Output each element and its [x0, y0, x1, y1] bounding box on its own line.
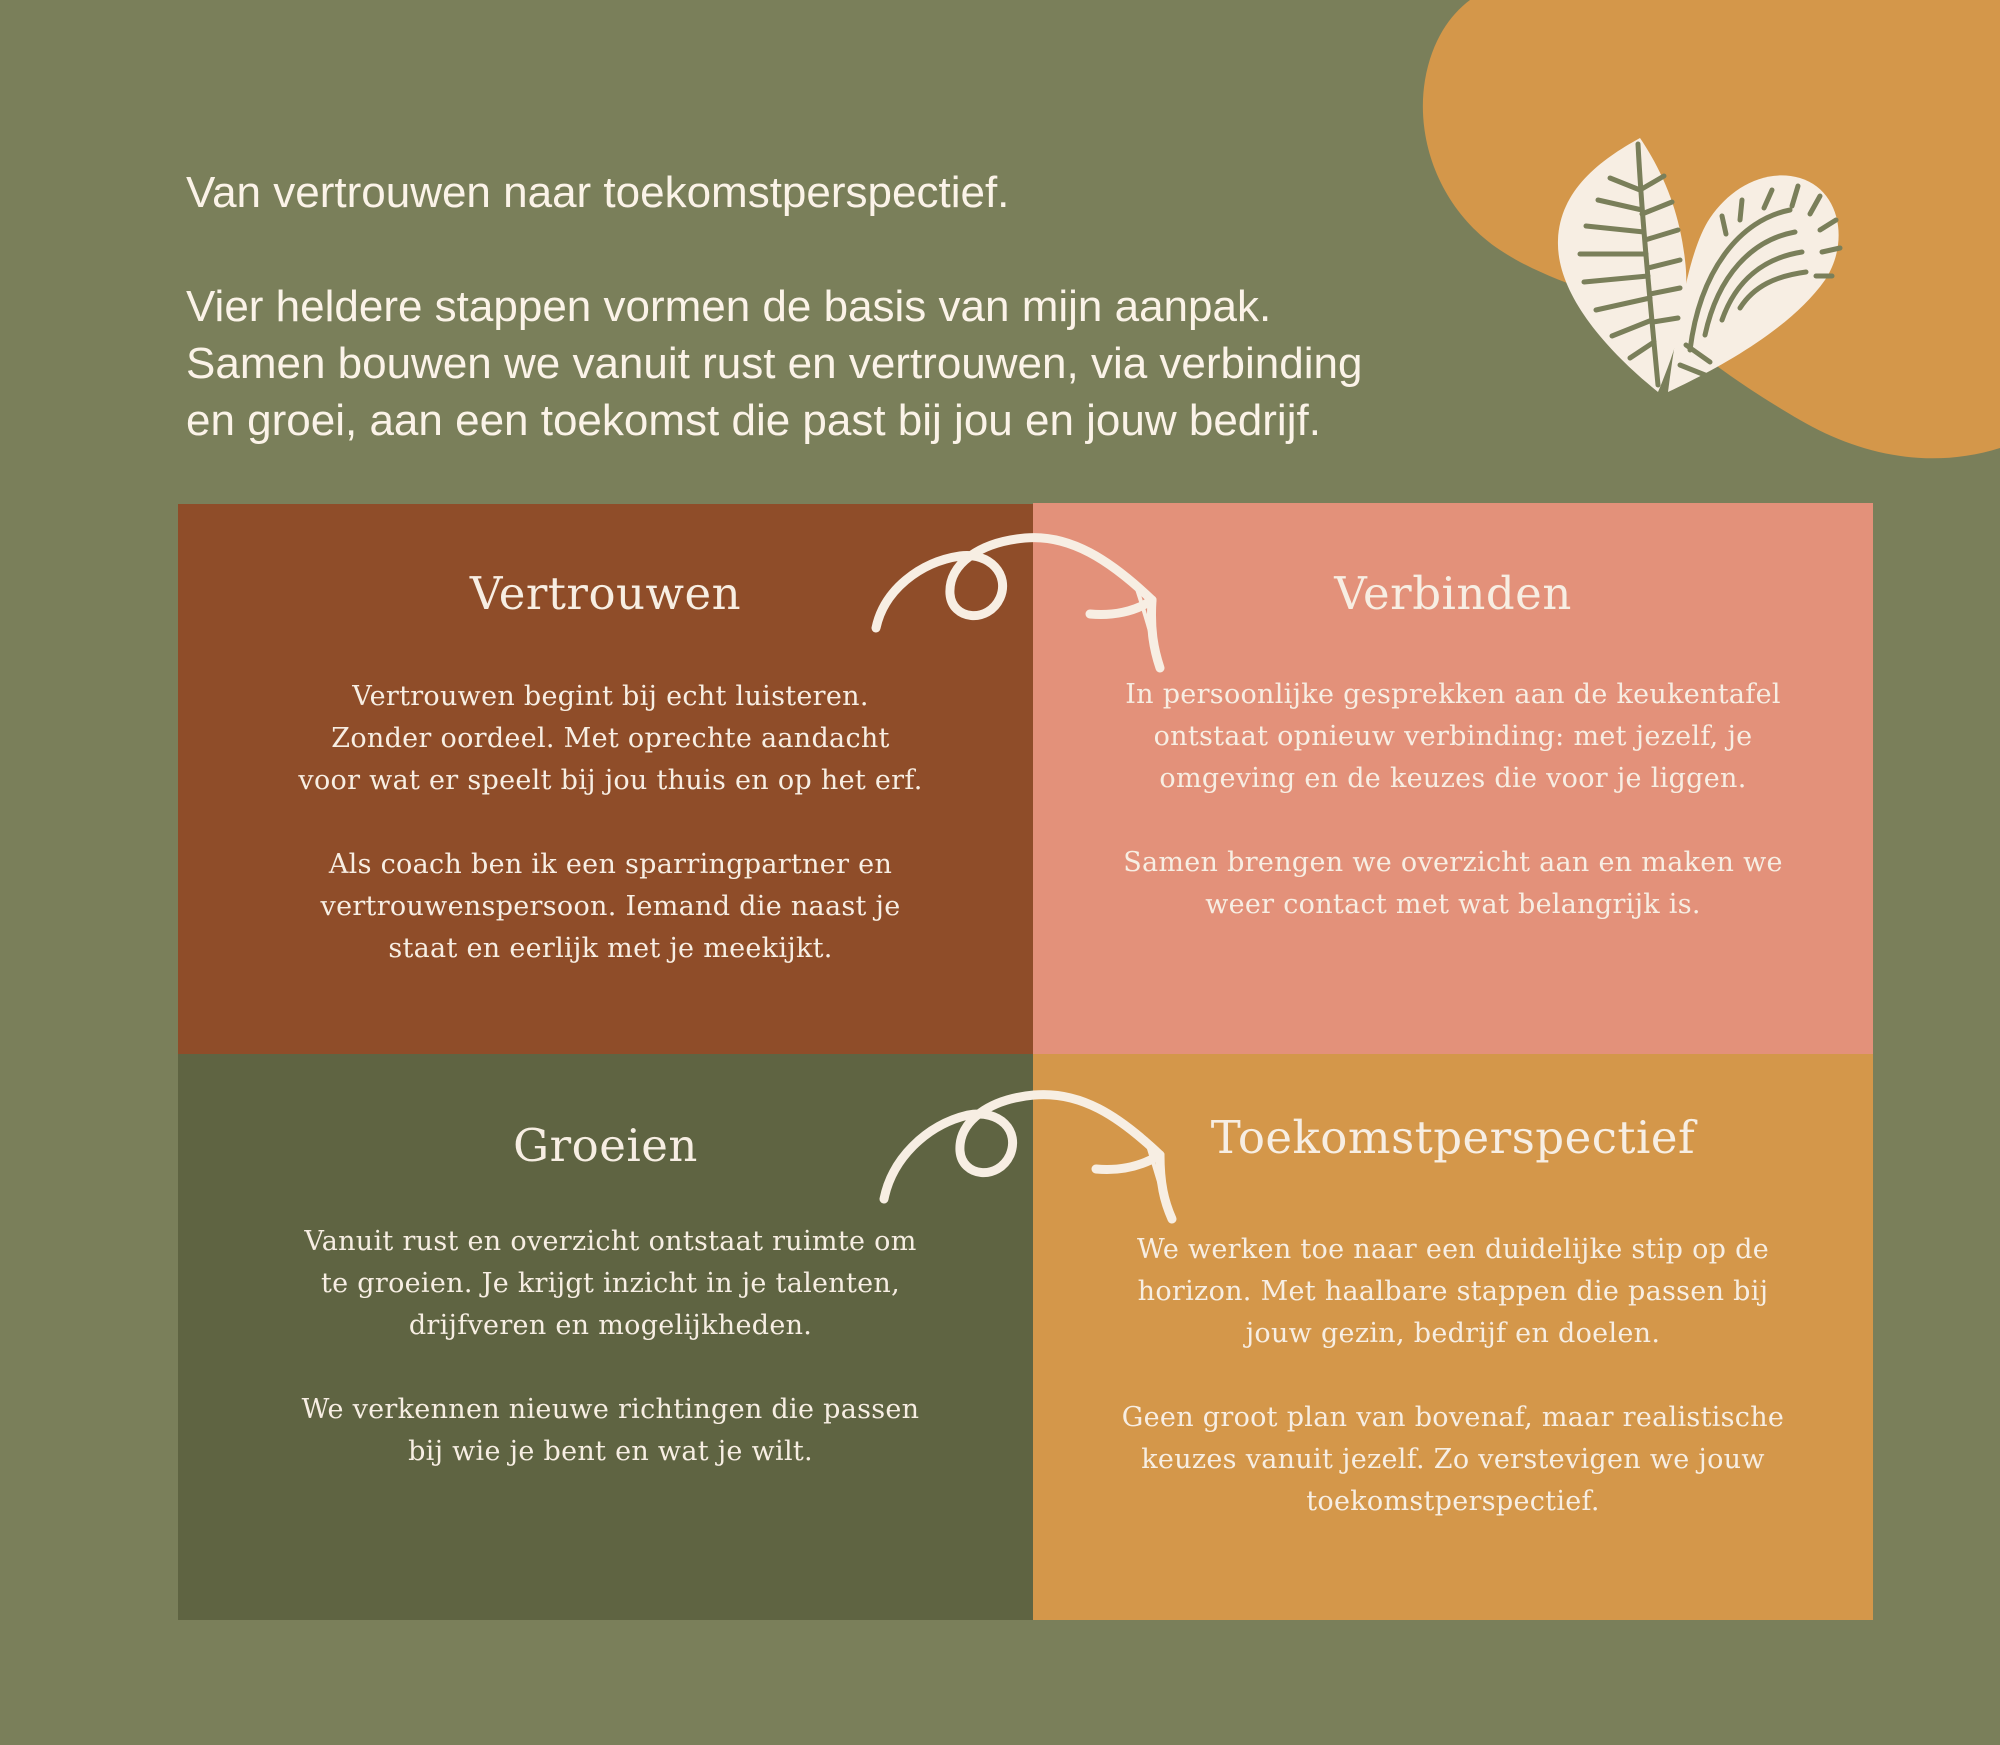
intro-line-1: Vier heldere stappen vormen de basis van mijn aanpak.: [186, 282, 1272, 331]
card-text-line: horizon. Met haalbare stappen die passen bij: [1137, 1276, 1769, 1307]
card-text-line: In persoonlijke gesprekken aan de keukentafel: [1125, 679, 1781, 710]
intro-headline: Van vertrouwen naar toekomstperspectief.: [186, 168, 1010, 217]
card-text-line: Samen brengen we overzicht aan en maken we: [1123, 847, 1783, 878]
card-text-line: bij wie je bent en wat je wilt.: [408, 1436, 813, 1467]
card-body-groeien: [238, 1221, 983, 1473]
card-body-verbinden: [1073, 674, 1833, 926]
card-text-line: drijfveren en mogelijkheden.: [408, 1310, 813, 1341]
card-vertrouwen: [178, 504, 1033, 1054]
card-toekomstperspectief: [1033, 1054, 1873, 1620]
card-text-line: We werken toe naar een duidelijke stip op de: [1136, 1234, 1769, 1265]
card-text-line: staat en eerlijk met je meekijkt.: [388, 933, 833, 964]
card-verbinden: [1033, 503, 1873, 1054]
intro-line-3: en groei, aan een toekomst die past bij jou en jouw bedrijf.: [186, 396, 1321, 445]
card-title-vertrouwen: Vertrouwen: [469, 567, 742, 620]
card-text-line: Vertrouwen begint bij echt luisteren.: [352, 681, 869, 712]
card-text-line: omgeving en de keuzes die voor je liggen.: [1159, 763, 1747, 794]
card-text-line: Geen groot plan van bovenaf, maar realistische: [1121, 1402, 1785, 1433]
card-body-toekomstperspectief: [1073, 1229, 1833, 1523]
card-text-line: ontstaat opnieuw verbinding: met jezelf, je: [1153, 721, 1753, 752]
card-text-line: te groeien. Je krijgt inzicht in je talenten,: [321, 1268, 900, 1299]
card-groeien: [178, 1054, 1033, 1620]
card-text-line: jouw gezin, bedrijf en doelen.: [1245, 1318, 1661, 1349]
card-text-line: voor wat er speelt bij jou thuis en op het erf.: [298, 765, 923, 796]
card-title-groeien: Groeien: [513, 1119, 698, 1172]
card-text-line: weer contact met wat belangrijk is.: [1205, 889, 1701, 920]
card-text-line: Vanuit rust en overzicht ontstaat ruimte om: [304, 1226, 917, 1257]
card-text-line: vertrouwenspersoon. Iemand die naast je: [320, 891, 901, 922]
card-body-vertrouwen: [238, 676, 983, 970]
intro-text: [186, 164, 1606, 449]
card-text-line: We verkennen nieuwe richtingen die passen: [301, 1394, 920, 1425]
card-text-line: keuzes vanuit jezelf. Zo verstevigen we jouw: [1141, 1444, 1765, 1475]
card-title-verbinden: Verbinden: [1334, 567, 1572, 620]
card-text-line: Zonder oordeel. Met oprechte aandacht: [331, 723, 890, 754]
card-title-toekomstperspectief: Toekomstperspectief: [1210, 1111, 1696, 1164]
card-text-line: Als coach ben ik een sparringpartner en: [328, 849, 893, 880]
leaf-heart-icon: [1540, 130, 1860, 400]
card-text-line: toekomstperspectief.: [1306, 1486, 1600, 1517]
intro-line-2: Samen bouwen we vanuit rust en vertrouwen, via verbinding: [186, 339, 1363, 388]
steps-grid: [178, 504, 1873, 1620]
